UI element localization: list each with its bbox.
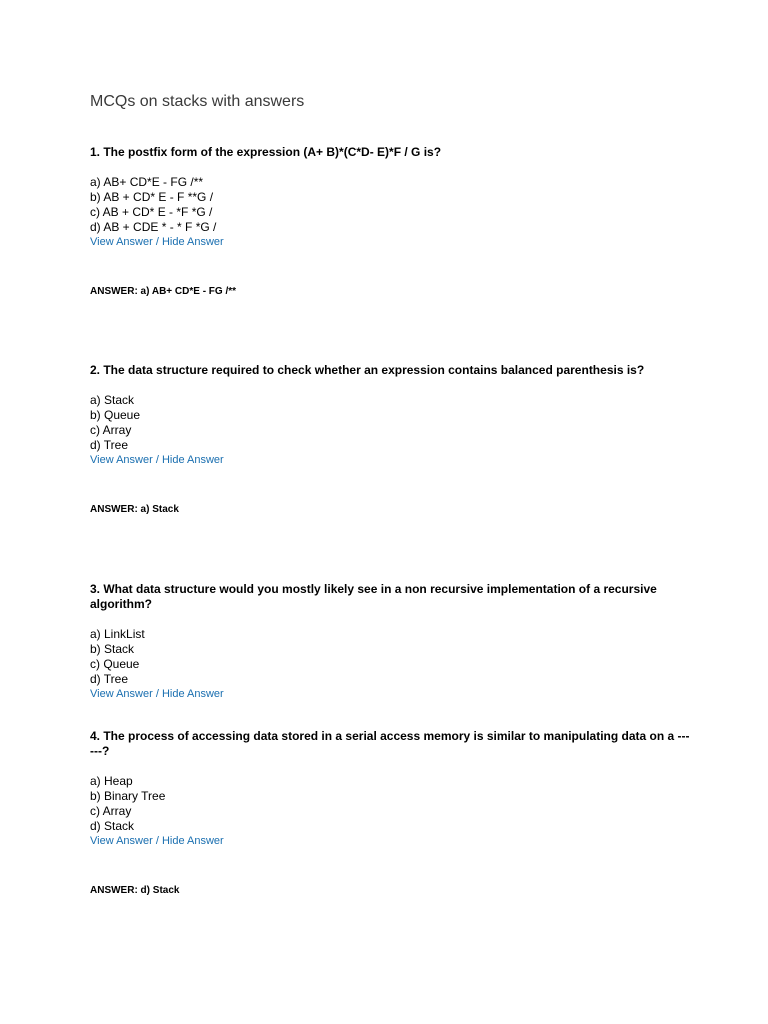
option-b: b) AB + CD* E - F **G / bbox=[90, 190, 214, 204]
question-text: 1. The postfix form of the expression (A+ B)*(C*D- E)*F / G is? bbox=[90, 145, 442, 159]
view-answer-link[interactable]: View Answer / Hide Answer bbox=[90, 454, 224, 466]
option-b: b) Queue bbox=[90, 408, 141, 422]
option-d: d) AB + CDE * - * F *G / bbox=[90, 220, 217, 234]
option-a: a) Heap bbox=[90, 774, 133, 788]
question-block-2 bbox=[90, 363, 690, 467]
option-c: c) Array bbox=[90, 804, 132, 818]
option-a: a) AB+ CD*E - FG /** bbox=[90, 175, 204, 189]
question-text: 3. What data structure would you mostly likely see in a non recursive implementation of a recursive algorithm? bbox=[90, 582, 657, 611]
option-b: b) Stack bbox=[90, 642, 135, 656]
options-list bbox=[90, 627, 690, 687]
option-d: d) Stack bbox=[90, 819, 135, 833]
question-block-3 bbox=[90, 582, 690, 701]
option-b: b) Binary Tree bbox=[90, 789, 166, 803]
options-list bbox=[90, 774, 690, 834]
option-a: a) LinkList bbox=[90, 627, 145, 641]
view-answer-link[interactable]: View Answer / Hide Answer bbox=[90, 688, 224, 700]
view-answer-link[interactable]: View Answer / Hide Answer bbox=[90, 236, 224, 248]
page-title: MCQs on stacks with answers bbox=[90, 93, 305, 110]
question-block-4 bbox=[90, 729, 690, 848]
answer-text-2: ANSWER: a) Stack bbox=[90, 504, 179, 515]
option-a: a) Stack bbox=[90, 393, 135, 407]
answer-text-1: ANSWER: a) AB+ CD*E - FG /** bbox=[90, 286, 237, 297]
question-text: 4. The process of accessing data stored in a serial access memory is similar to manipulating data on a ------? bbox=[90, 729, 690, 758]
question-text: 2. The data structure required to check whether an expression contains balanced parenthesis is? bbox=[90, 363, 645, 377]
option-c: c) Array bbox=[90, 423, 132, 437]
option-d: d) Tree bbox=[90, 672, 129, 686]
option-c: c) Queue bbox=[90, 657, 140, 671]
option-c: c) AB + CD* E - *F *G / bbox=[90, 205, 213, 219]
question-block-1 bbox=[90, 145, 690, 249]
answer-text-4: ANSWER: d) Stack bbox=[90, 885, 180, 896]
view-answer-link[interactable]: View Answer / Hide Answer bbox=[90, 835, 224, 847]
options-list bbox=[90, 393, 690, 453]
option-d: d) Tree bbox=[90, 438, 129, 452]
options-list bbox=[90, 175, 690, 235]
